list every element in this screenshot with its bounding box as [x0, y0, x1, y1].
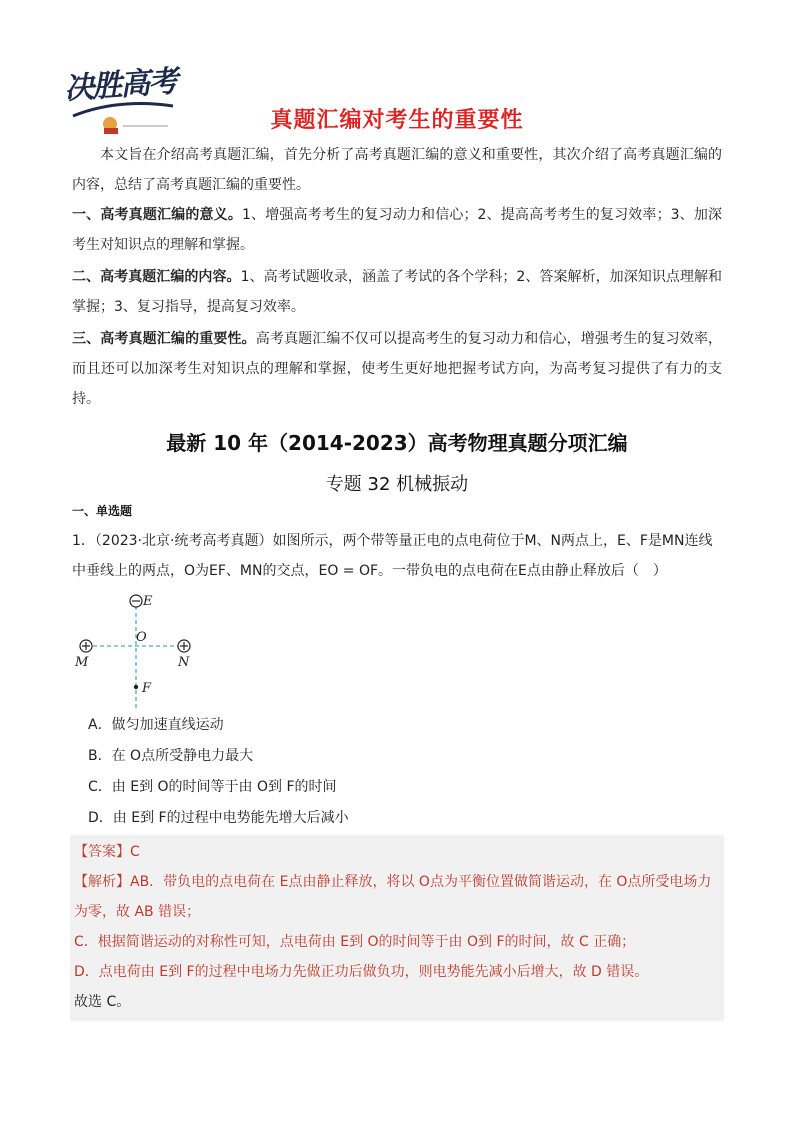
explanation-prefix: 【解析】 [74, 874, 130, 890]
section-lead: 三、高考真题汇编的重要性。 [72, 331, 256, 347]
collection-title: 最新 10 年（2014-2023）高考物理真题分项汇编 [166, 431, 628, 455]
logo-text: 决胜高考 [63, 64, 178, 107]
intro-paragraph: 本文旨在介绍高考真题汇编，首先分析了高考真题汇编的意义和重要性，其次介绍了高考真题汇编的内容，总结了高考真题汇编的重要性。 [72, 147, 722, 193]
charge-diagram [72, 590, 212, 710]
section-content [72, 262, 722, 322]
section-lead: 一、高考真题汇编的意义。 [72, 207, 242, 223]
answer-box [70, 835, 724, 1021]
main-title: 真题汇编对考生的重要性 [270, 108, 524, 133]
option-a: A．做匀加速直线运动 [88, 717, 224, 733]
point-f-icon [134, 685, 138, 689]
question-type-label: 一、单选题 [72, 504, 133, 518]
option-c: C．由 E到 O的时间等于由 O到 F的时间 [88, 779, 337, 795]
label-e: E [143, 594, 153, 609]
question-text: 如图所示，两个带等量正电的点电荷位于M、N两点上，E、F是MN连线中垂线上的两点，O为EF、MN的交点，EO = OF。一带负电的点电荷在E点由静止释放后（ ） [72, 533, 713, 579]
label-o: O [136, 630, 147, 645]
answer-explanation-d: D．点电荷由 E到 F的过程中电场力先做正功后做负功，则电势能先减小后增大，故 D 错误。 [74, 964, 649, 980]
question-source: （2023·北京·统考高考真题） [94, 533, 273, 549]
question-number: 1． [72, 533, 95, 549]
section-importance [72, 324, 722, 414]
section-text: 高考真题汇编不仅可以提高考生的复习动力和信心，增强考生的复习效率，而且还可以加深考生对知识点的理解和掌握，使考生更好地把握考试方向，为高考复习提供了有力的支持。 [72, 331, 722, 407]
question-1 [72, 526, 724, 586]
option-b: B．在 O点所受静电力最大 [88, 748, 254, 764]
section-text: 1、增强高考考生的复习动力和信心；2、提高高考考生的复习效率；3、加深考生对知识点的理解和掌握。 [72, 207, 722, 253]
section-text: 1、高考试题收录，涵盖了考试的各个学科；2、答案解析，加深知识点理解和掌握；3、复习指导，提高复习效率。 [72, 269, 723, 315]
answer-label: 【答案】C [74, 844, 140, 860]
topic-title: 专题 32 机械振动 [325, 474, 469, 495]
answer-final: 故选 C。 [74, 994, 131, 1010]
section-meaning [72, 200, 722, 260]
label-f: F [142, 681, 152, 696]
answer-explanation-ab [74, 867, 720, 927]
label-m: M [75, 655, 89, 670]
label-n: N [178, 655, 190, 670]
answer-explanation-c: C．根据简谐运动的对称性可知，点电荷由 E到 O的时间等于由 O到 F的时间，故 C 正确； [74, 934, 636, 950]
section-lead: 二、高考真题汇编的内容。 [72, 269, 241, 285]
option-d: D．由 E到 F的过程中电势能先增大后减小 [88, 810, 349, 826]
explanation-text: AB．带负电的点电荷在 E点由静止释放，将以 O点为平衡位置做简谐运动，在 O点所受电场力为零，故 AB 错误； [74, 874, 712, 920]
